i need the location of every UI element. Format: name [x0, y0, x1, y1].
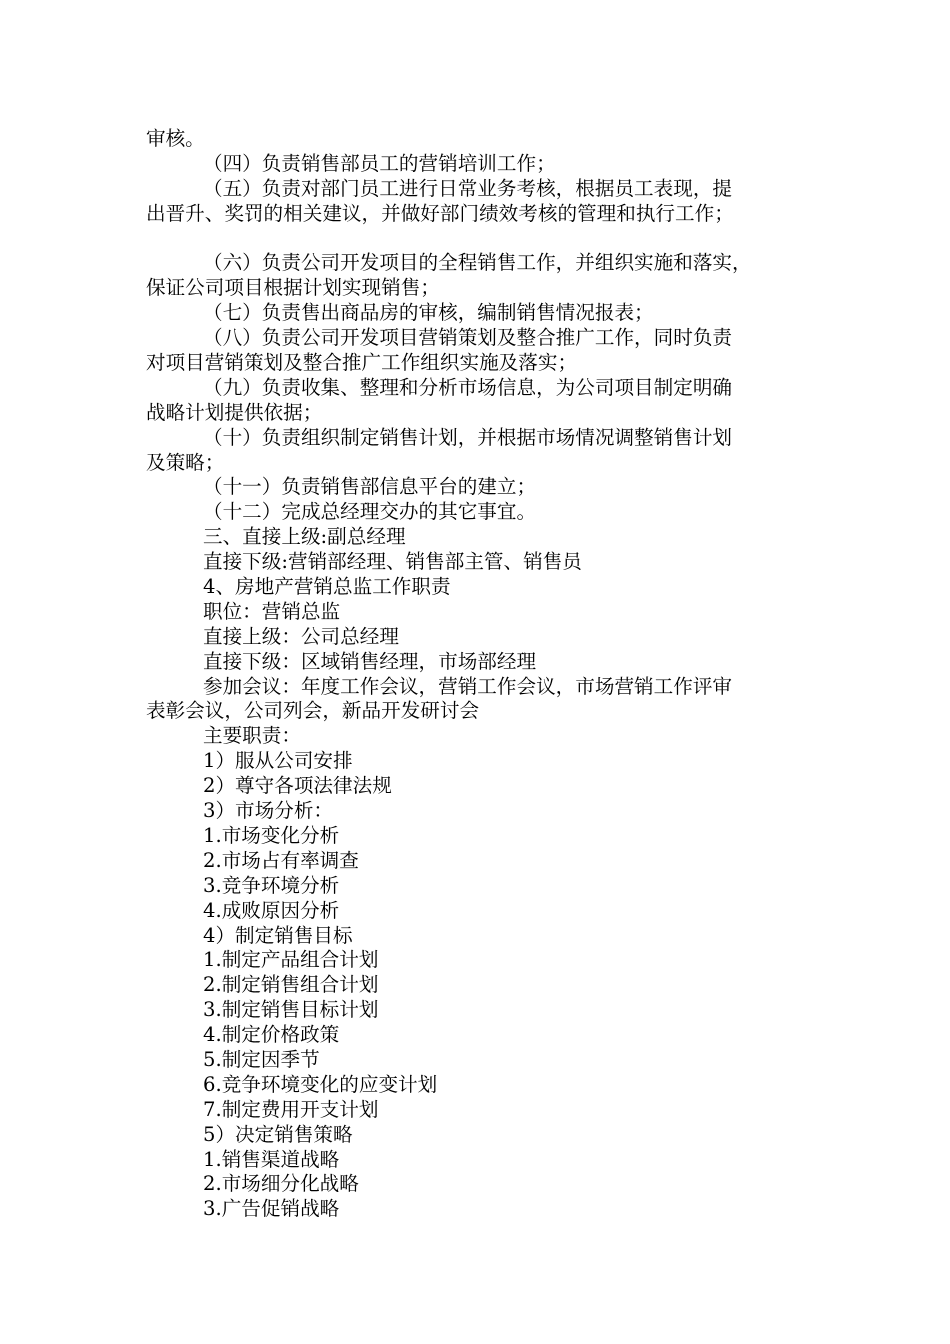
text-line: 保证公司项目根据计划实现销售；: [146, 276, 440, 300]
text-line: 3.制定销售目标计划: [203, 998, 379, 1022]
text-line: 直接上级：公司总经理: [203, 624, 399, 648]
text-line: 2.市场占有率调查: [203, 848, 359, 872]
text-line: 1.市场变化分析: [203, 823, 340, 847]
text-line: 三、直接上级:副总经理: [203, 525, 406, 549]
text-line: 7.制定费用开支计划: [203, 1097, 379, 1121]
text-line: 1.制定产品组合计划: [203, 948, 379, 972]
text-line: 职位：营销总监: [203, 599, 341, 623]
text-line: 2.市场细分化战略: [203, 1172, 359, 1196]
text-line: 2.制定销售组合计划: [203, 973, 379, 997]
text-line: （十）负责组织制定销售计划，并根据市场情况调整销售计划: [203, 425, 733, 449]
text-line: 3）市场分析：: [203, 799, 334, 823]
text-line: 战略计划提供依据；: [146, 400, 323, 424]
text-line: 直接下级：区域销售经理，市场部经理: [203, 649, 537, 673]
text-line: 1.销售渠道战略: [203, 1147, 340, 1171]
text-line: 5）决定销售策略: [203, 1122, 353, 1146]
text-line: （四）负责销售部员工的营销培训工作；: [203, 151, 556, 175]
text-line: 主要职责：: [203, 724, 301, 748]
text-line: 1）服从公司安排: [203, 749, 353, 773]
text-line: 2）尊守各项法律法规: [203, 774, 392, 798]
text-line: 3.广告促销战略: [203, 1197, 340, 1221]
text-line: 4.成败原因分析: [203, 898, 340, 922]
text-line: 4、房地产营销总监工作职责: [203, 575, 451, 599]
text-line: （九）负责收集、整理和分析市场信息，为公司项目制定明确: [203, 375, 733, 399]
text-line: 审核。: [146, 127, 205, 150]
text-line: 参加会议：年度工作会议，营销工作会议，市场营销工作评审: [203, 674, 733, 698]
text-line: （八）负责公司开发项目营销策划及整合推广工作，同时负责: [203, 326, 733, 350]
text-line: （十一）负责销售部信息平台的建立；: [203, 475, 537, 499]
text-line: 3.竞争环境分析: [203, 873, 340, 897]
blank-line: [146, 227, 826, 252]
text-line: 4.制定价格政策: [203, 1023, 340, 1047]
document-body: [146, 127, 826, 1222]
text-line: （十二）完成总经理交办的其它事宜。: [203, 500, 537, 524]
text-line: 对项目营销策划及整合推广工作组织实施及落实；: [146, 351, 578, 375]
text-line: 4）制定销售目标: [203, 923, 353, 947]
text-line: 5.制定因季节: [203, 1047, 320, 1071]
text-line: （六）负责公司开发项目的全程销售工作，并组织实施和落实，: [203, 251, 752, 275]
text-line: 出晋升、奖罚的相关建议，并做好部门绩效考核的管理和执行工作；: [146, 201, 734, 225]
text-line: 及策略；: [146, 450, 225, 474]
text-line: 表彰会议，公司列会，新品开发研讨会: [146, 699, 480, 723]
text-line: 6.竞争环境变化的应变计划: [203, 1072, 438, 1096]
text-line: （七）负责售出商品房的审核，编制销售情况报表；: [203, 301, 654, 325]
text-line: （五）负责对部门员工进行日常业务考核，根据员工表现，提: [203, 176, 733, 200]
text-line: 直接下级:营销部经理、销售部主管、销售员: [203, 550, 582, 574]
